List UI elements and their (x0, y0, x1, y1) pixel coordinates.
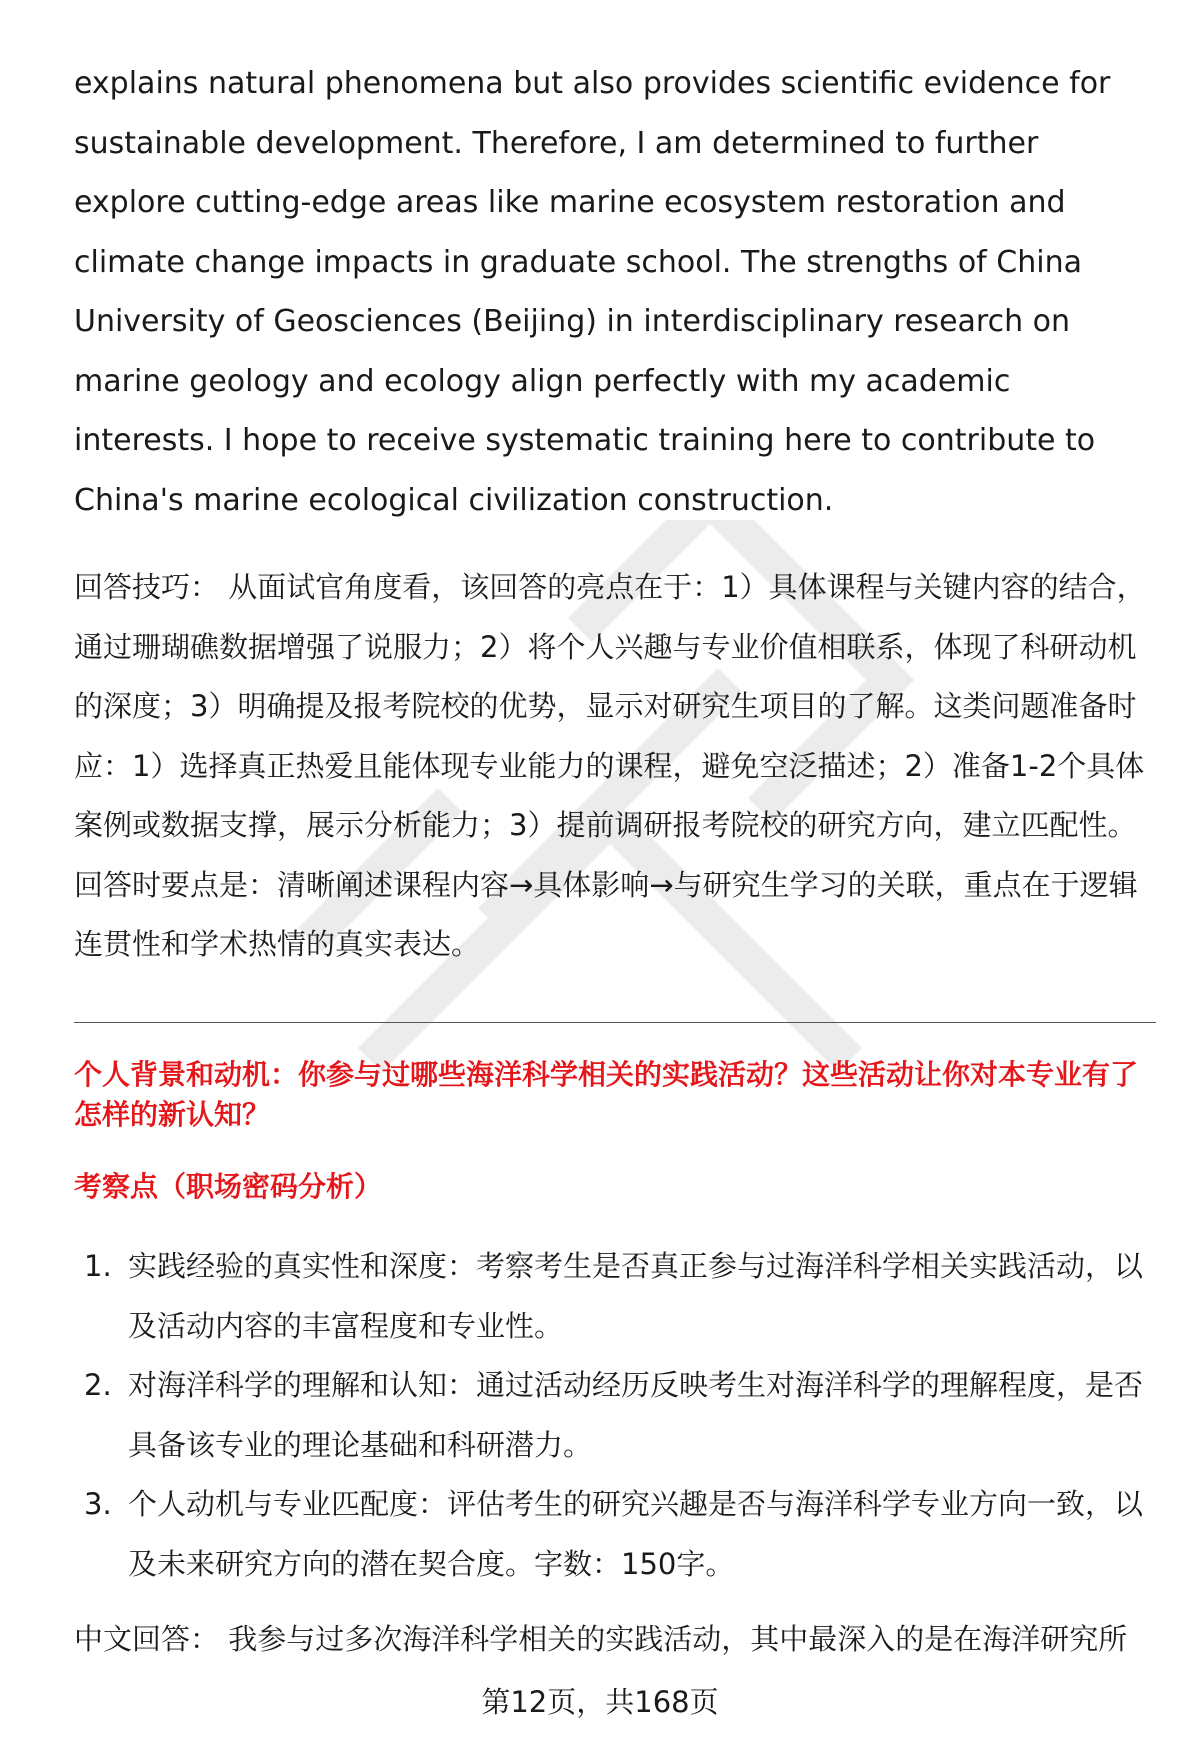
english-answer-paragraph: explains natural phenomena but also provides scientific evidence for sustainable development. Therefore, I am determined to further explore cutting-edge areas like marine ecosystem restoration and climate change impacts in graduate school. The strengths of China University of Geosciences (Beijing) in interdisciplinary research on marine geology and ecology align perfectly with my academic interests. I hope to receive systematic training here to contribute to China's marine ecological civilization construction. (74, 66, 1111, 518)
interview-question-heading: 个人背景和动机：你参与过哪些海洋科学相关的实践活动？这些活动让你对本专业有了怎样的新认知？ (74, 1058, 1139, 1131)
list-item (74, 1475, 1156, 1594)
assessment-heading: 考察点（职场密码分析） (74, 1170, 383, 1203)
list-item-number: 3. (84, 1487, 112, 1521)
page-number-footer: 第12页，共168页 (481, 1685, 719, 1719)
list-item-text: 个人动机与专业匹配度：评估考生的研究兴趣是否与海洋科学专业方向一致，以及未来研究方向的潜在契合度。字数：150字。 (128, 1487, 1144, 1581)
list-item (74, 1237, 1156, 1356)
list-item-text: 对海洋科学的理解和认知：通过活动经历反映考生对海洋科学的理解程度，是否具备该专业的理论基础和科研潜力。 (128, 1368, 1144, 1462)
answer-tips-paragraph: 回答技巧： 从面试官角度看，该回答的亮点在于：1）具体课程与关键内容的结合，通过珊瑚礁数据增强了说服力；2）将个人兴趣与专业价值相联系，体现了科研动机的深度；3）明确提及报考院校的优势，显示对研究生项目的了解。这类问题准备时应：1）选择真正热爱且能体现专业能力的课程，避免空泛描述；2）准备1-2个具体案例或数据支撑，展示分析能力；3）提前调研报考院校的研究方向，建立匹配性。回答时要点是：清晰阐述课程内容→具体影响→与研究生学习的关联，重点在于逻辑连贯性和学术热情的真实表达。 (74, 570, 1146, 961)
list-item-number: 2. (84, 1368, 112, 1402)
list-item-number: 1. (84, 1249, 112, 1283)
assessment-points-list (74, 1237, 1156, 1594)
chinese-answer-paragraph: 中文回答： 我参与过多次海洋科学相关的实践活动，其中最深入的是在海洋研究所 (74, 1622, 1128, 1656)
list-item (74, 1356, 1156, 1475)
list-item-text: 实践经验的真实性和深度：考察考生是否真正参与过海洋科学相关实践活动，以及活动内容的丰富程度和专业性。 (128, 1249, 1144, 1343)
section-divider (74, 1022, 1156, 1023)
